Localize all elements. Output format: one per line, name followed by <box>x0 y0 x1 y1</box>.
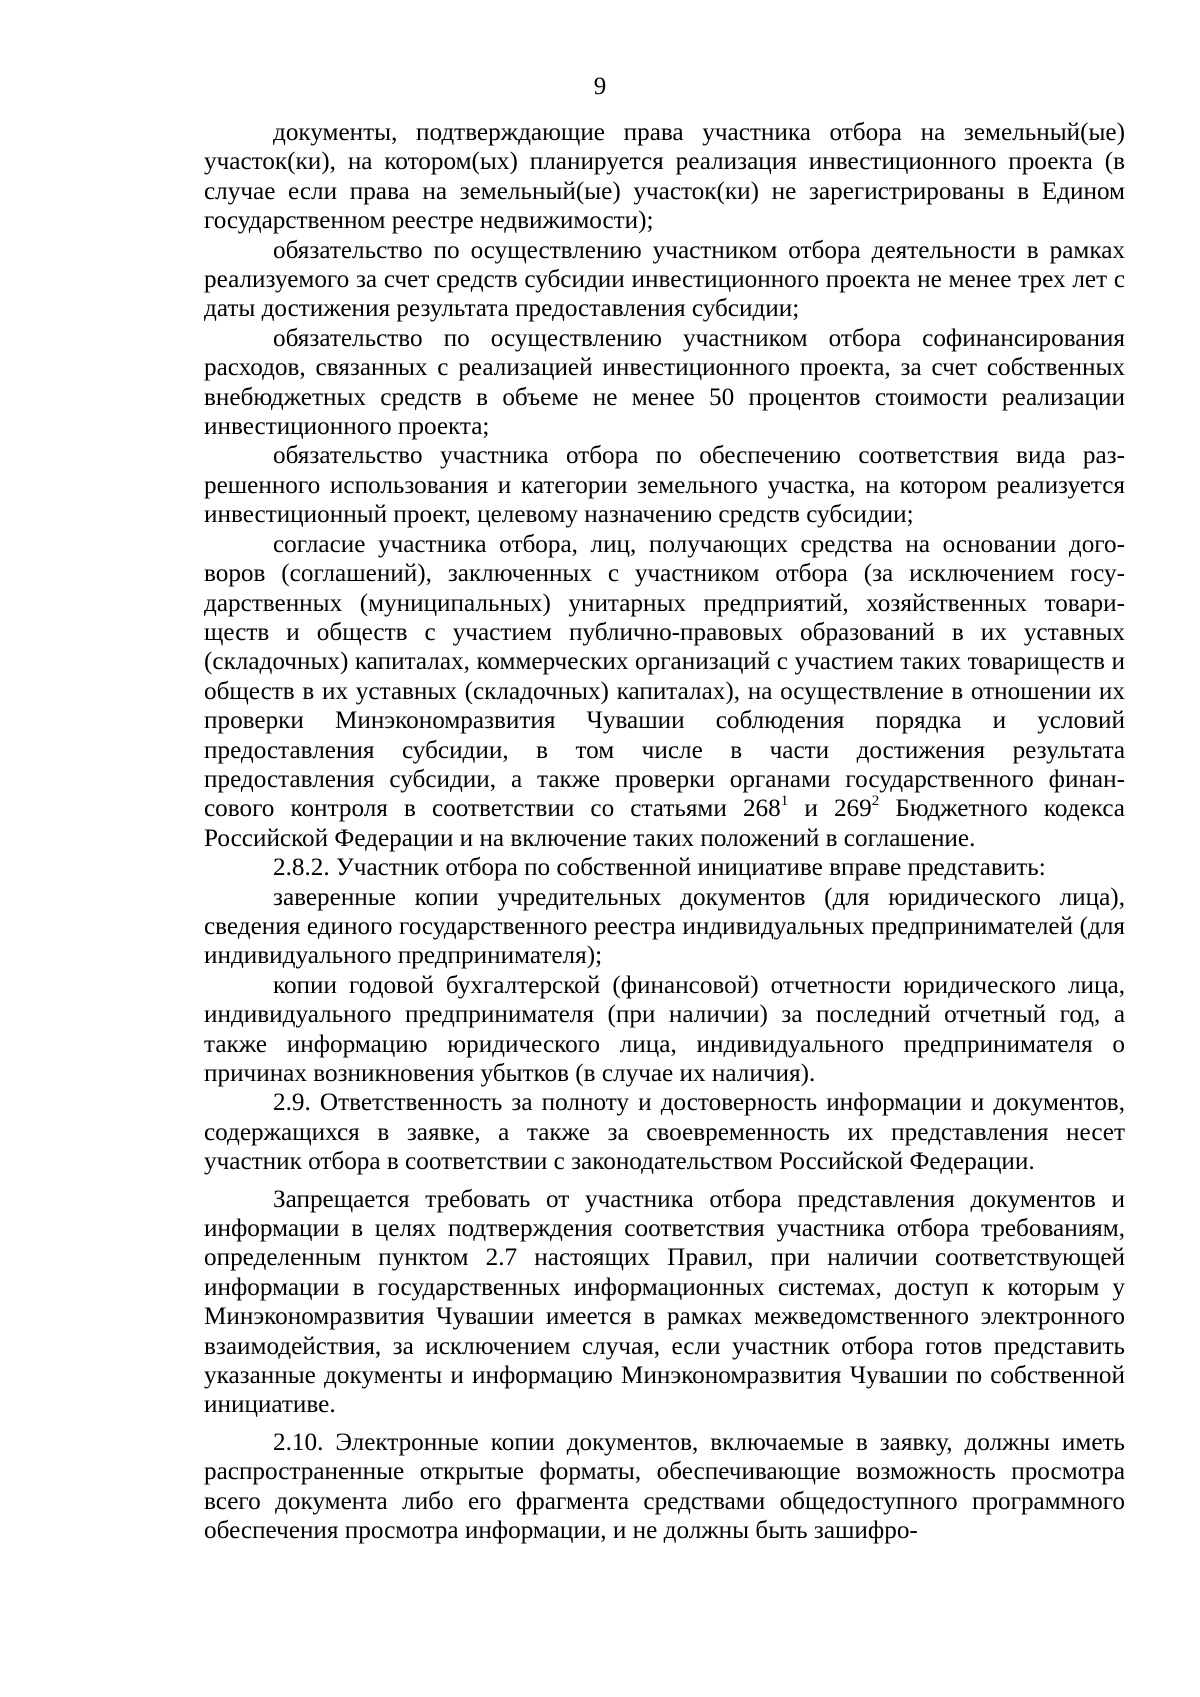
article-268-superscript: 1 <box>780 792 789 809</box>
document-body <box>204 118 1125 1546</box>
article-269-superscript: 2 <box>871 792 880 809</box>
paragraph-financial-statements: копии годовой бухгалтерской (финансовой) отчетности юридического лица, индивидуального предпринимателя (при наличии) за последний отчетный год, а также информацию юридического лица, индивидуального предпринимателя о причинах возникновения убытков (в случае их наличия). <box>204 971 1125 1087</box>
paragraph-land-rights: документы, подтверждающие права участника отбора на земельный(ые) участок(ки), на котором(ых) планируется реализация инвестиционного проекта (в случае если права на земельный(ые) участок(ки) не зарегистрированы в Едином государственном реестре недвижимости); <box>204 119 1125 235</box>
paragraph-cofinancing-obligation: обязательство по осуществлению участником отбора софинансирования расходов, связанных с реализацией инвестиционного проекта, за счет собственных внебюджетных средств в объеме не менее 50 процентов стоимости реализации инвестиционного проекта; <box>204 324 1125 441</box>
paragraph-land-use-obligation: обязательство участника отбора по обеспечению соответствия вида разрешенного использования и категории земельного участка, на котором реализуется инвестиционный проект, целевому назначению средств субсидии; <box>204 442 1125 529</box>
article-269: 269 <box>833 795 872 823</box>
paragraph-activity-obligation: обязательство по осуществлению участником отбора деятельности в рамках реализуемого за счет средств субсидии инвестиционного проекта не менее трех лет с даты достижения результата предоставления субсидии; <box>204 236 1125 323</box>
paragraph-charter-copies: заверенные копии учредительных документов (для юридического лица), сведения единого государственного реестра индивидуальных предпринимателей (для индивидуального предпринимателя); <box>204 883 1125 970</box>
consent-and: и <box>788 795 834 823</box>
paragraph-2-8-2: 2.8.2. Участник отбора по собственной инициативе вправе представить: <box>273 854 1046 882</box>
paragraph-2-10: 2.10. Электронные копии документов, включаемые в заявку, должны иметь распространенные открытые форматы, обеспечивающие возможность просмотра всего документа либо его фрагмента средствами общедоступного программного обеспечения просмотра информации, и не должны быть зашифро- <box>204 1428 1125 1545</box>
page-number: 9 <box>593 73 607 100</box>
paragraph-consent <box>204 530 1125 853</box>
article-268: 268 <box>742 795 781 823</box>
paragraph-prohibition: Запрещается требовать от участника отбора представления документов и информации в целях подтверждения соответствия участника отбора требованиям, определенным пунктом 2.7 настоящих Правил, при наличии соответствующей информации в государственных информационных системах, доступ к которым у Минэкономразвития Чувашии имеется в рамках межведомственного электронного взаимодействия, за исключением случая, если участник отбора готов представить указанные документы и информацию Минэкономразвития Чувашии по собственной инициативе. <box>204 1185 1125 1419</box>
consent-text-after: Бюджетного кодекса Российской Федерации и на включение таких положений в соглашение. <box>204 795 1125 852</box>
consent-text-before: согласие участника отбора, лиц, получающих средства на основании договоров (соглашений), заключенных с участником отбора (за исключением государственных (муниципальных) унитарных предприятий, хозяйственных товариществ и обществ с участием публично-правовых образований в их уставных (складочных) капиталах, коммерческих организаций с участием таких товариществ и обществ в их уставных (складочных) капиталах), на осуществление в отношении их проверки Минэкономразвития Чувашии соблюдения порядка и условий предоставления субсидии, в том числе в части достижения результата предоставления субсидии, а также проверки органами государственного финансового контроля в соответствии со статьями <box>204 530 1125 823</box>
paragraph-2-9: 2.9. Ответственность за полноту и достоверность информации и документов, содержащихся в заявке, а также за своевременность их представления несет участник отбора в соответствии с законодательством Российской Федерации. <box>204 1089 1125 1176</box>
